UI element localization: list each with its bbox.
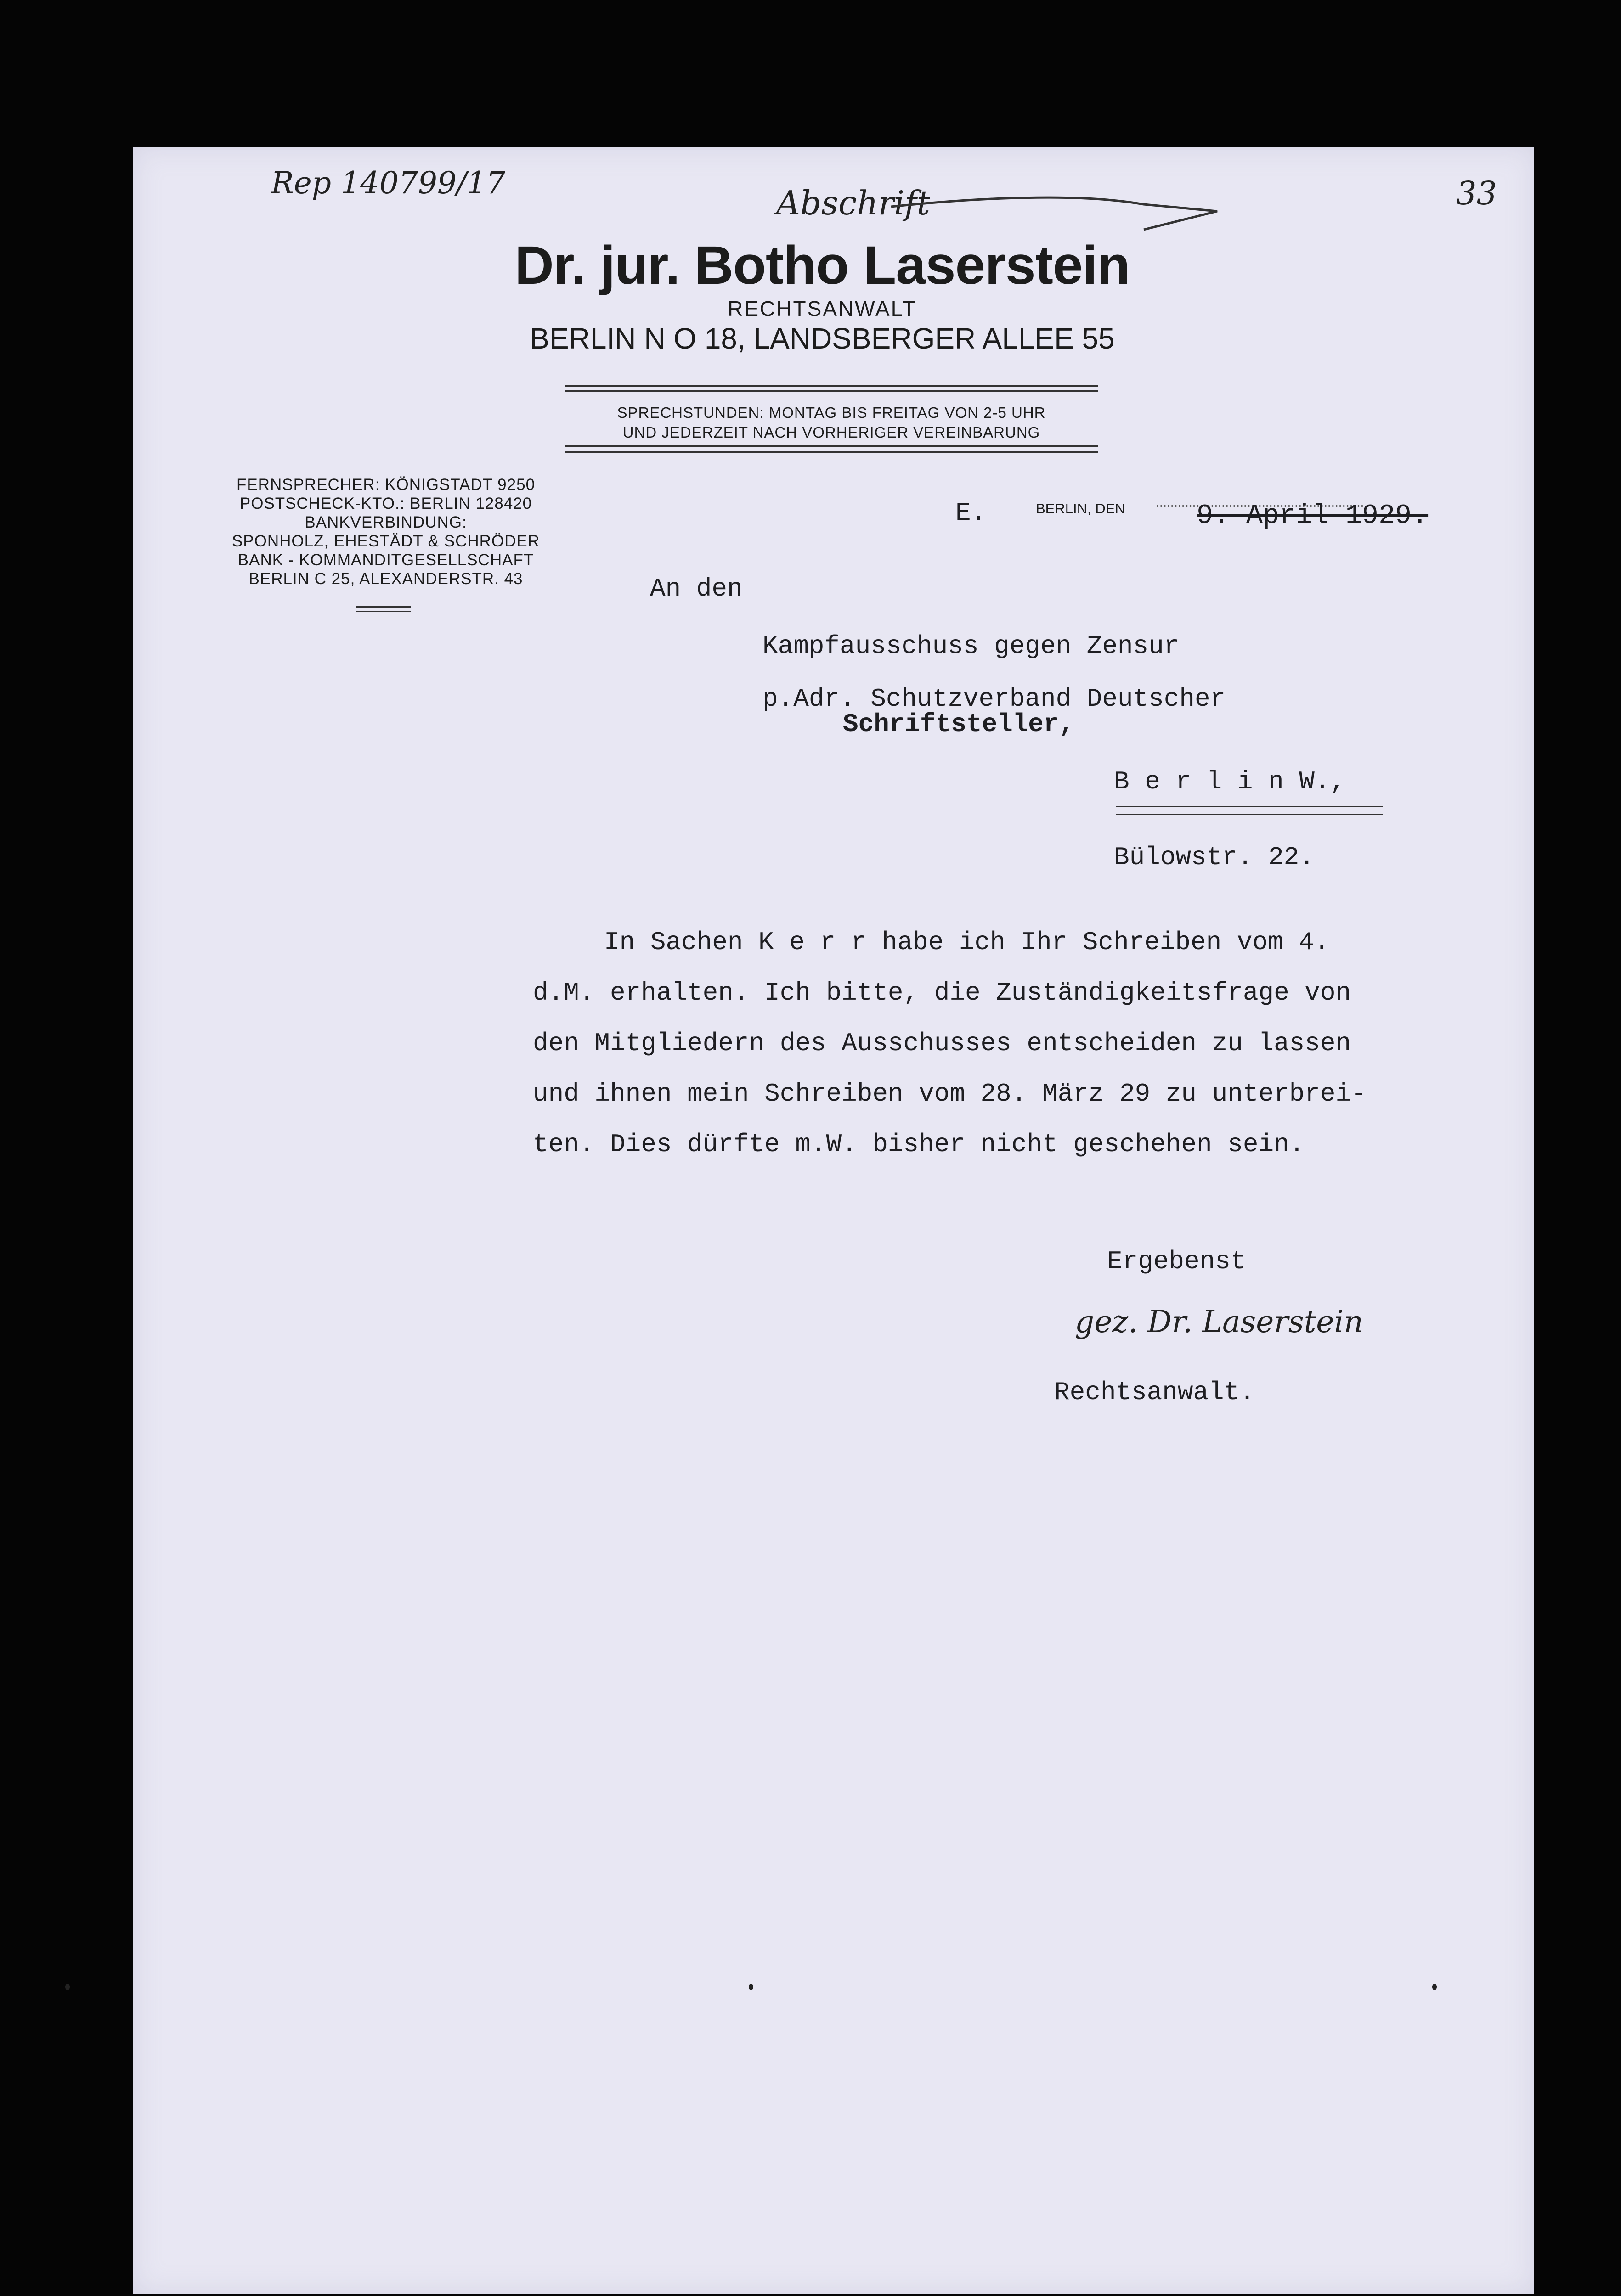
recipient-line-2: p.Adr. Schutzverband Deutscher bbox=[762, 684, 1226, 714]
closing-phrase: Ergebenst bbox=[1107, 1247, 1246, 1276]
bank-type-line: BANK - KOMMANDITGESELLSCHAFT bbox=[237, 551, 534, 569]
copy-note: Abschrift bbox=[776, 184, 930, 222]
body-line-1: In Sachen K e r r habe ich Ihr Schreiben vom 4. bbox=[604, 928, 1330, 957]
handwritten-arrow bbox=[887, 179, 1245, 234]
recipient-line-1: Kampfausschuss gegen Zensur bbox=[762, 631, 1180, 661]
body-line-4: und ihnen mein Schreiben vom 28. März 29 zu unterbrei- bbox=[533, 1079, 1367, 1109]
punch-mark-right bbox=[1432, 1984, 1437, 1990]
body-line-5: ten. Dies dürfte m.W. bisher nicht geschehen sein. bbox=[533, 1130, 1305, 1159]
letter-page bbox=[133, 147, 1534, 2294]
postal-check-line: POSTSCHECK-KTO.: BERLIN 128420 bbox=[239, 495, 532, 512]
signature-title: Rechtsanwalt. bbox=[1054, 1378, 1255, 1407]
contact-block bbox=[211, 475, 560, 588]
letterhead-name: Dr. jur. Botho Laserstein bbox=[514, 235, 1130, 296]
office-hours-line-1: SPRECHSTUNDEN: MONTAG BIS FREITAG VON 2-5 UHR bbox=[617, 404, 1046, 421]
bank-address-line: BERLIN C 25, ALEXANDERSTR. 43 bbox=[249, 570, 523, 588]
office-hours-box bbox=[565, 385, 1098, 454]
recipient-city: B e r l i n W., bbox=[1114, 767, 1346, 796]
recipient-line-3: Schriftsteller, bbox=[843, 709, 1075, 739]
bank-heading: BANKVERBINDUNG: bbox=[305, 513, 467, 531]
punch-mark-center bbox=[749, 1984, 753, 1990]
phone-line: FERNSPRECHER: KÖNIGSTADT 9250 bbox=[236, 476, 536, 494]
page-number: 33 bbox=[1456, 174, 1497, 212]
city-underline bbox=[1116, 805, 1383, 816]
office-hours-line-2: UND JEDERZEIT NACH VORHERIGER VEREINBARUNG bbox=[622, 424, 1040, 441]
contact-divider bbox=[356, 606, 411, 608]
letter-date: 9. April 1929. bbox=[1197, 501, 1429, 532]
punch-mark-left bbox=[65, 1984, 70, 1990]
bank-name-line: SPONHOLZ, EHESTÄDT & SCHRÖDER bbox=[232, 532, 540, 550]
letterhead-profession: RECHTSANWALT bbox=[728, 297, 917, 321]
signature: gez. Dr. Laserstein bbox=[1075, 1304, 1363, 1339]
letterhead-address: BERLIN N O 18, LANDSBERGER ALLEE 55 bbox=[530, 322, 1115, 355]
body-line-2: d.M. erhalten. Ich bitte, die Zuständigkeitsfrage von bbox=[533, 978, 1351, 1007]
city-date-label: BERLIN, DEN bbox=[1036, 501, 1125, 517]
body-line-3: den Mitgliedern des Ausschusses entscheiden zu lassen bbox=[533, 1029, 1351, 1058]
archive-shelfmark: Rep 140799/17 bbox=[271, 165, 506, 201]
salutation-prefix: An den bbox=[650, 574, 743, 603]
recipient-street: Bülowstr. 22. bbox=[1114, 843, 1315, 872]
reference-mark: E. bbox=[955, 498, 987, 528]
